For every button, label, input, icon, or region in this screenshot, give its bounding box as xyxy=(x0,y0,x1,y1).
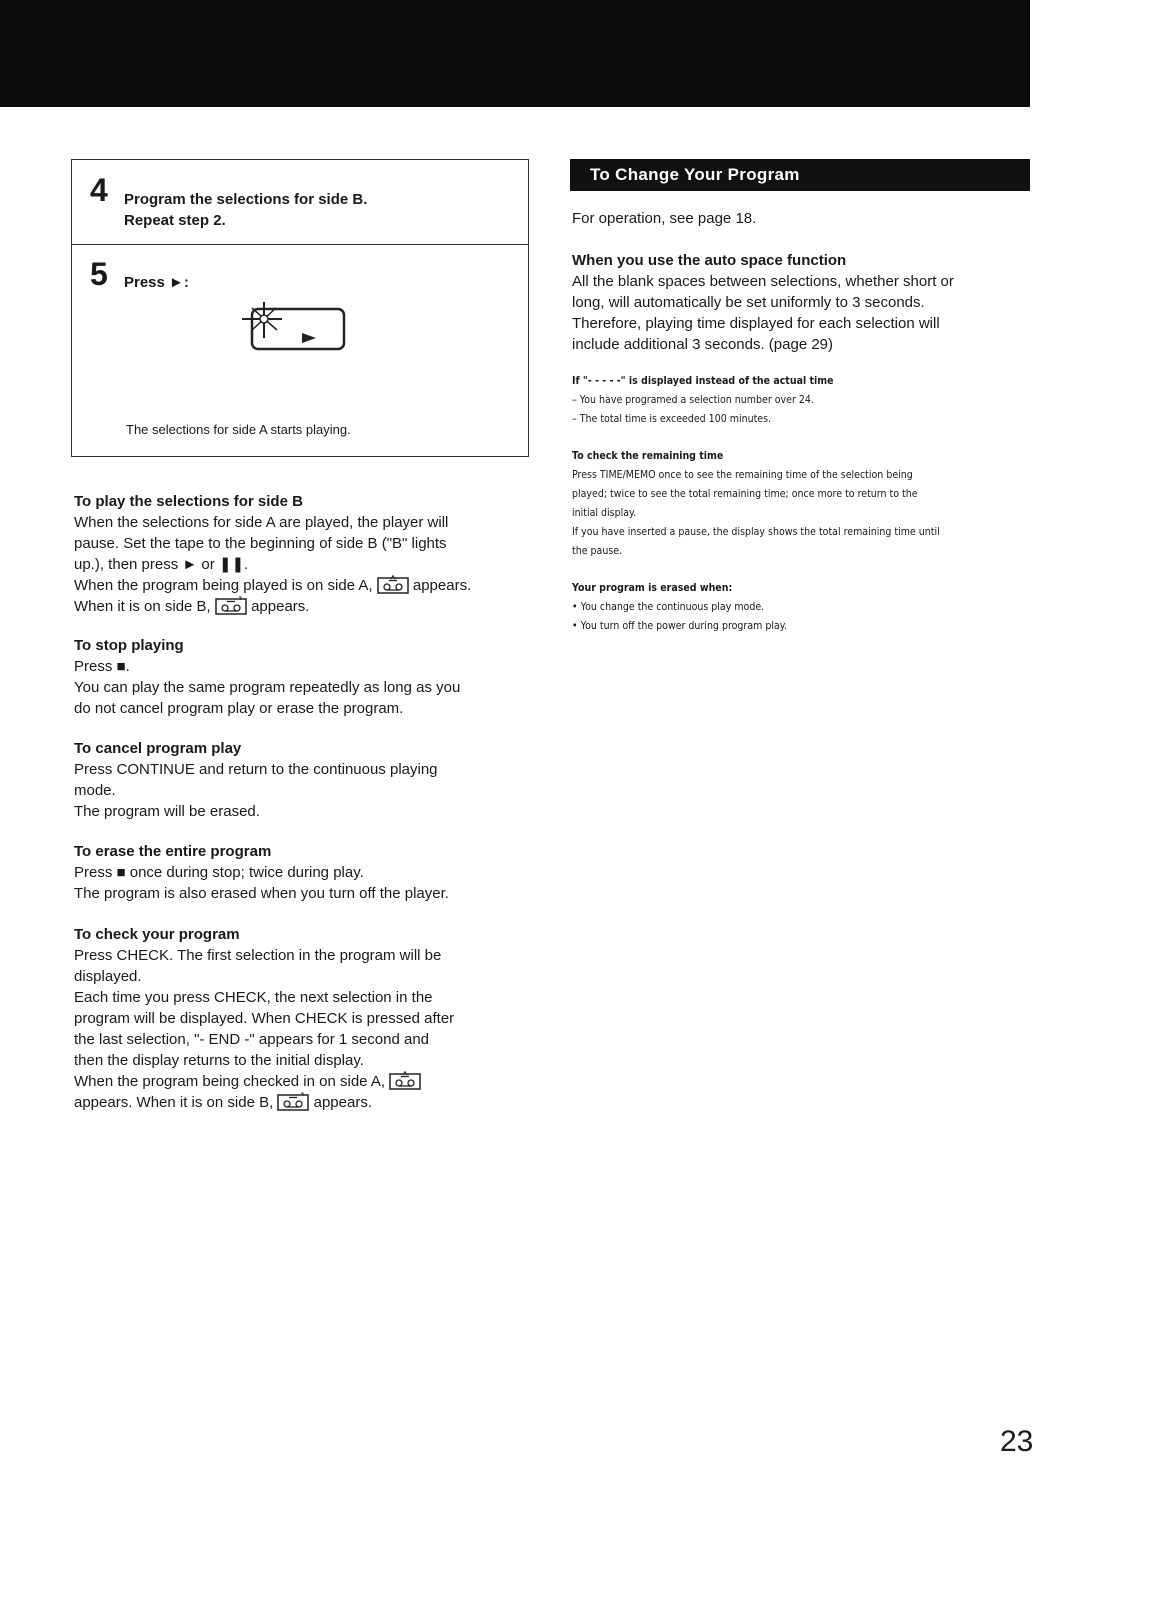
operation-text: For operation, see page 18. xyxy=(572,210,757,227)
section-check-program xyxy=(74,924,534,1113)
step-4-line1: Program the selections for side B. xyxy=(124,191,368,208)
check-program-line3: Each time you press CHECK, the next selection in the xyxy=(74,989,433,1006)
stop-playing-line2: You can play the same program repeatedly as long as you xyxy=(74,679,461,696)
auto-space-line3: Therefore, playing time displayed for each selection will xyxy=(572,315,940,332)
section-dashes-note xyxy=(572,371,1019,428)
operation-note xyxy=(572,208,1022,229)
section-erased-when xyxy=(572,578,1019,635)
cancel-program-line1: Press CONTINUE and return to the continuous playing xyxy=(74,761,438,778)
auto-space-line4: include additional 3 seconds. (page 29) xyxy=(572,336,834,353)
top-black-band xyxy=(0,0,1030,107)
step-5-caption: The selections for side A starts playing. xyxy=(126,422,351,437)
erased-when-line1: • You change the continuous play mode. xyxy=(572,600,765,613)
dashes-note-line2: – The total time is exceeded 100 minutes. xyxy=(572,412,772,425)
play-side-b-heading: To play the selections for side B xyxy=(74,493,303,510)
cancel-program-line2: mode. xyxy=(74,782,116,799)
check-program-heading: To check your program xyxy=(74,926,240,943)
section-remaining-time xyxy=(572,446,1019,560)
play-side-b-line4-a: When the program being played is on side A, xyxy=(74,577,373,594)
step-4-line2: Repeat step 2. xyxy=(124,212,226,229)
auto-space-line2: long, will automatically be set uniformly to 3 seconds. xyxy=(572,294,925,311)
section-auto-space xyxy=(572,250,1022,355)
erased-when-heading: Your program is erased when: xyxy=(572,581,733,594)
step-5-number: 5 xyxy=(90,256,108,292)
step-4 xyxy=(72,160,528,245)
play-side-b-line4-b: appears. xyxy=(412,577,472,594)
remaining-time-line4: If you have inserted a pause, the display shows the total remaining time until xyxy=(572,525,940,538)
stop-playing-line1: Press ■. xyxy=(74,658,130,675)
cassette-side-b-icon xyxy=(277,1092,309,1111)
dashes-note-line1: – You have programed a selection number over 24. xyxy=(572,393,814,406)
remaining-time-line5: the pause. xyxy=(572,544,623,557)
cancel-program-line3: The program will be erased. xyxy=(74,803,260,820)
play-side-b-line5-a: When it is on side B, xyxy=(74,598,211,615)
stop-playing-heading: To stop playing xyxy=(74,637,184,654)
section-erase-program xyxy=(74,841,534,904)
section-cancel-program xyxy=(74,738,534,822)
check-program-line1: Press CHECK. The first selection in the program will be xyxy=(74,947,442,964)
remaining-time-line1: Press TIME/MEMO once to see the remaining time of the selection being xyxy=(572,468,913,481)
check-program-line4: program will be displayed. When CHECK is pressed after xyxy=(74,1010,455,1027)
change-program-header: To Change Your Program xyxy=(570,159,1030,191)
step-4-text xyxy=(124,189,367,231)
check-program-line7-a: When the program being checked in on side A, xyxy=(74,1073,386,1090)
dashes-note-heading: If "- - - - -" is displayed instead of the actual time xyxy=(572,374,834,387)
step-4-number: 4 xyxy=(90,172,108,208)
check-program-line8-b: appears. xyxy=(313,1094,372,1111)
erase-program-heading: To erase the entire program xyxy=(74,843,272,860)
remaining-time-line3: initial display. xyxy=(572,506,637,519)
step-5-label: Press ►: xyxy=(124,274,189,291)
check-program-line2: displayed. xyxy=(74,968,142,985)
cancel-program-heading: To cancel program play xyxy=(74,740,242,757)
check-program-line7 xyxy=(74,1071,534,1092)
page-number: 23 xyxy=(1000,1425,1034,1458)
steps-box xyxy=(71,159,529,457)
check-program-line5: the last selection, "- END -" appears for 1 second and xyxy=(74,1031,429,1048)
play-side-b-line5 xyxy=(74,596,534,617)
cassette-side-a-icon xyxy=(377,575,409,594)
auto-space-line1: All the blank spaces between selections, whether short or xyxy=(572,273,954,290)
check-program-line8 xyxy=(74,1092,534,1113)
stop-playing-line3: do not cancel program play or erase the program. xyxy=(74,700,404,717)
erased-when-line2: • You turn off the power during program play. xyxy=(572,619,788,632)
play-side-b-line4 xyxy=(74,575,534,596)
section-stop-playing xyxy=(74,635,534,719)
auto-space-heading: When you use the auto space function xyxy=(572,252,847,269)
play-side-b-line3: up.), then press ► or ❚❚. xyxy=(74,556,249,573)
erase-program-line2: The program is also erased when you turn off the player. xyxy=(74,885,449,902)
play-side-b-line1: When the selections for side A are played, the player will xyxy=(74,514,449,531)
step-5 xyxy=(72,244,528,456)
remaining-time-heading: To check the remaining time xyxy=(572,449,724,462)
section-play-side-b xyxy=(74,491,534,617)
erase-program-line1: Press ■ once during stop; twice during play. xyxy=(74,864,364,881)
display-play-icon xyxy=(232,296,352,356)
play-side-b-line5-b: appears. xyxy=(251,598,310,615)
cassette-side-b-icon xyxy=(215,596,247,615)
check-program-line6: then the display returns to the initial display. xyxy=(74,1052,364,1069)
cassette-side-a-icon xyxy=(389,1071,421,1090)
check-program-line8-a: appears. When it is on side B, xyxy=(74,1094,274,1111)
play-side-b-line2: pause. Set the tape to the beginning of side B ("B" lights xyxy=(74,535,447,552)
remaining-time-line2: played; twice to see the total remaining time; once more to return to the xyxy=(572,487,918,500)
